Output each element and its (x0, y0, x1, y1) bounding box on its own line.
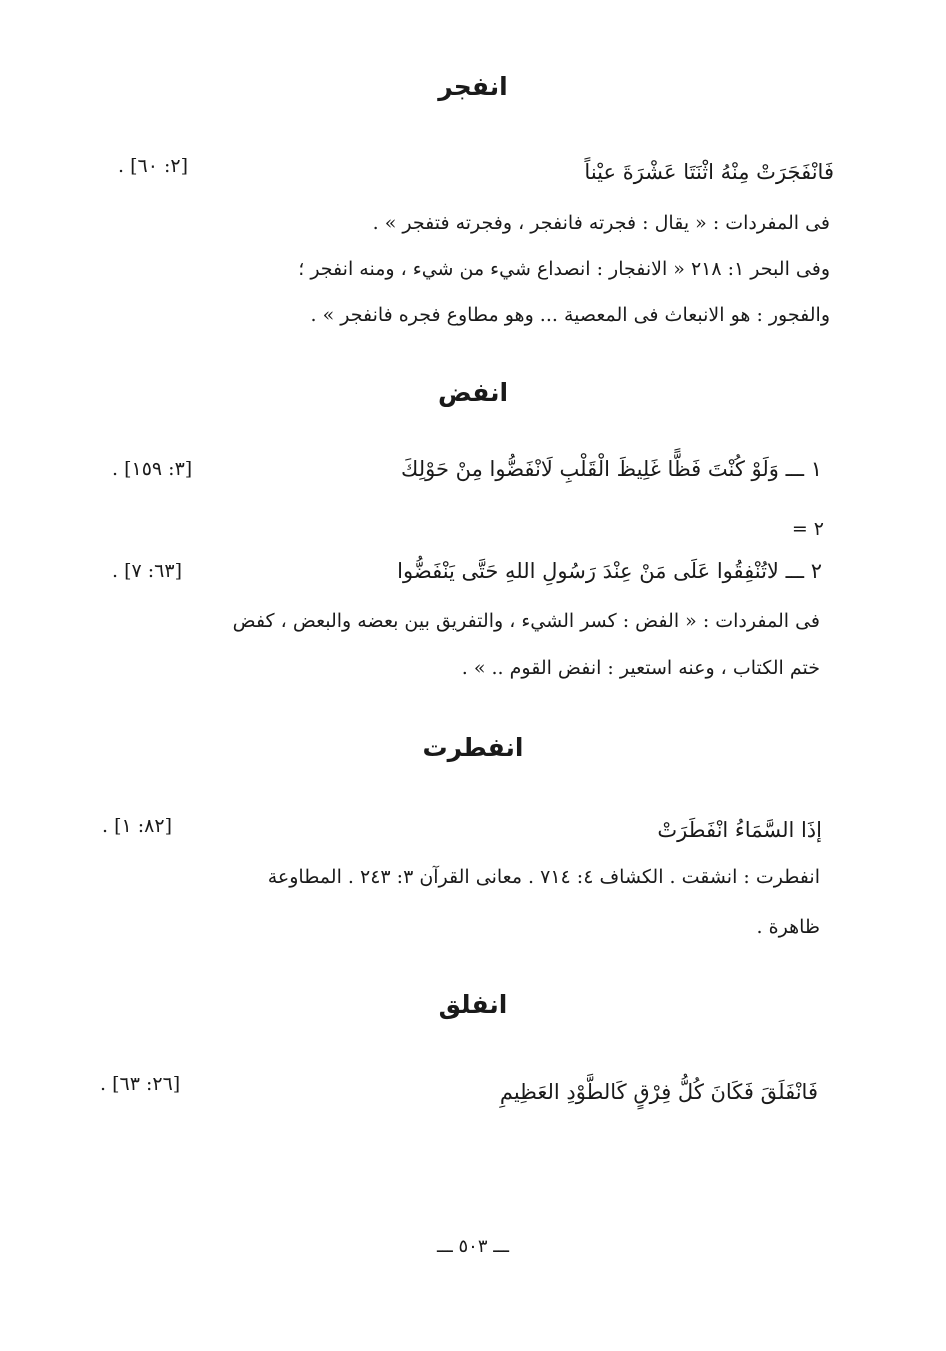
verse-ref-infadda-1: [٣: ١٥٩] . (112, 458, 193, 480)
page-number: ـــ ٥٠٣ ـــ (436, 1236, 510, 1257)
verse-ref-infajar: [٢: ٦٠] . (118, 155, 189, 177)
heading-infadda: انفض (437, 378, 509, 407)
verse-ref-infadda-2: [٦٣: ٧] . (112, 560, 183, 582)
heading-infatarat: انفطرت (422, 733, 524, 762)
text-line: ختم الكتاب ، وعنه استعير : انفض القوم .. » . (461, 657, 820, 679)
text-line: ظاهرة . (756, 916, 820, 938)
cross-reference-mark: ٢ = (791, 518, 824, 540)
text-line: وفى البحر ١: ٢١٨ « الانفجار : انصداع شيء من شيء ، ومنه انفجر ؛ (298, 258, 830, 280)
verse-infajar: فَانْفَجَرَتْ مِنْهُ اثْنَتَا عَشْرَةَ عيْناً (584, 160, 834, 184)
verse-ref-infatarat: [٨٢: ١] . (102, 815, 173, 837)
verse-infatarat: إذَا السَّمَاءُ انْفَطَرَتْ (657, 818, 822, 842)
verse-infadda-2: ٢ ـــ لاتُنْفِقُوا عَلَى مَنْ عِنْدَ رَسُولِ اللهِ حَتَّى يَنْفَضُّوا (397, 559, 822, 583)
text-line: والفجور : هو الانبعاث فى المعصية ... وهو مطاوع فجره فانفجر » . (310, 304, 830, 326)
text-line: انفطرت : انشقت . الكشاف ٤: ٧١٤ . معانى القرآن ٣: ٢٤٣ . المطاوعة (267, 866, 820, 888)
heading-infajar: انفجر (438, 72, 508, 101)
heading-infalaq: انفلق (438, 990, 508, 1019)
text-line: فى المفردات : « الفض : كسر الشيء ، والتفريق بين بعضه والبعض ، كفض (232, 610, 820, 632)
verse-infalaq: فَانْفَلَقَ فَكَانَ كُلُّ فِرْقٍ كَالطَّوْدِ العَظِيمِ (499, 1080, 818, 1104)
verse-infadda-1: ١ ـــ وَلَوْ كُنْتَ فَظًّا غَلِيظَ الْقَلْبِ لَانْفَضُّوا مِنْ حَوْلِكَ (401, 457, 822, 481)
verse-ref-infalaq: [٢٦: ٦٣] . (100, 1073, 181, 1095)
text-line: فى المفردات : « يقال : فجرته فانفجر ، وفجرته فتفجر » . (372, 212, 830, 234)
